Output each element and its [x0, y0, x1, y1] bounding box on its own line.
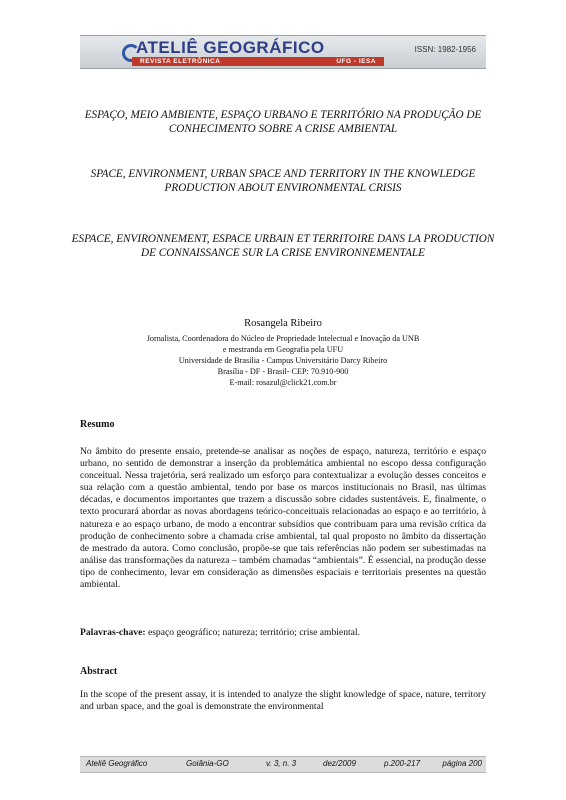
logo-subtitle-right: UFG - IESA [336, 58, 376, 65]
resumo-paragraph: No âmbito do presente ensaio, pretende-se analisar as noções de espaço, natureza, território e espaço urbano, no sentido de demonstrar a inserção da problemática ambiental no escopo dessa configuração conceitual. Nessa trajetória, será realizado um esforço para contextualizar a evolução desses conceitos e sua relação com a questão ambiental, tendo por base os marcos institucionais no Brasil, nas últimas décadas, e documentos importantes que trazem a discussão sobre cidades sustentáveis. E, finalmente, o texto procurará abordar as novas abordagens teórico-conceituais relacionadas ao espaço e ao território, à natureza e ao espaço urbano, de modo a encontrar subsídios que contribuam para uma revisão crítica da produção de conhecimento sobre a chamada crise ambiental, tal qual proposto no âmbito da dissertação de mestrado da autora. Como conclusão, propõe-se que tais referências não podem ser subestimadas na análise das transformações da natureza – também chamadas “ambientais”. É essencial, na produção desse tipo de conhecimento, levar em consideração as dimensões espaciais e territoriais presentes na questão ambiental. [80, 446, 486, 591]
author-email: E-mail: rosazul@click21.com.br [229, 378, 337, 387]
footer-date: dez/2009 [323, 759, 356, 768]
footer-page-number: página 200 [442, 759, 482, 768]
title-portuguese: ESPAÇO, MEIO AMBIENTE, ESPAÇO URBANO E TERRITÓRIO NA PRODUÇÃO DE CONHECIMENTO SOBRE A CRISE AMBIENTAL [84, 109, 482, 135]
logo-title: ATELIÊ GEOGRÁFICO [136, 38, 325, 57]
page-footer [80, 756, 486, 773]
title-french: ESPACE, ENVIRONNEMENT, ESPACE URBAIN ET TERRITOIRE DANS LA PRODUCTION DE CONNAISSANCE SUR LA CRISE ENVIRONNEMENTALE [71, 233, 495, 259]
affiliation-line: Brasília - DF - Brasil- CEP: 70.910-900 [217, 367, 349, 376]
affiliation-line: e mestranda em Geografia pela UFU [222, 345, 344, 354]
journal-banner [80, 35, 486, 69]
affiliation-line: Universidade de Brasília - Campus Universitário Darcy Ribeiro [178, 356, 388, 365]
author-affiliation [100, 333, 466, 388]
keywords-line [80, 627, 486, 639]
keywords-list: espaço geográfico; natureza; território; crise ambiental. [145, 627, 360, 638]
title-english: SPACE, ENVIRONMENT, URBAN SPACE AND TERRITORY IN THE KNOWLEDGE PRODUCTION ABOUT ENVIRONMENTAL CRISIS [90, 168, 476, 194]
footer-city: Goiânia-GO [186, 759, 229, 768]
footer-volume: v. 3, n. 3 [266, 759, 297, 768]
logo-subtitle-left: REVISTA ELETRÔNICA [140, 58, 221, 65]
abstract-heading: Abstract [80, 666, 118, 677]
abstract-paragraph: In the scope of the present assay, it is intended to analyze the slight knowledge of space, nature, territory and urban space, and the goal is demonstrate the environmental [80, 689, 486, 713]
footer-pages: p.200-217 [384, 759, 421, 768]
issn-label: ISSN: 1982-1956 [414, 45, 476, 54]
keywords-label: Palavras-chave: [80, 627, 146, 638]
author-name: Rosangela Ribeiro [244, 318, 322, 329]
resumo-heading: Resumo [80, 419, 115, 430]
affiliation-line: Jornalista, Coordenadora do Núcleo de Propriedade Intelectual e Inovação da UNB [146, 334, 420, 343]
footer-journal: Ateliê Geográfico [86, 759, 148, 768]
logo-strip [132, 57, 384, 66]
journal-logo [126, 38, 391, 66]
